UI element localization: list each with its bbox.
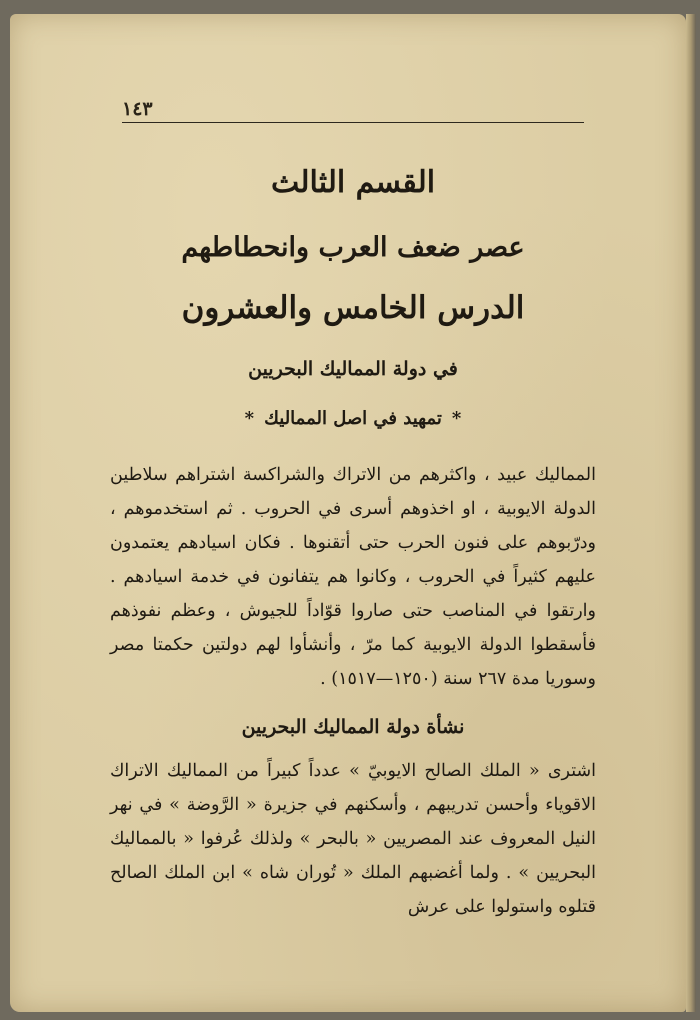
paragraph-rise: اشترى « الملك الصالح الايوبيّ » عدداً كبيراً من المماليك الاتراك الاقوياء وأحسن تدريبهم ، وأسكنهم في جزيرة « الرَّوضة » في نهر النيل المعروف عند المصريين « بالبحر » ولذلك عُرفوا « بالمماليك البحريين » . ولما أغضبهم الملك « تُوران شاه » ابن الملك الصالح قتلوه واستولوا على عرش — [110, 761, 596, 917]
intro-heading-text: تمهيد في اصل المماليك — [264, 408, 442, 429]
star-ornament: * — [451, 408, 462, 429]
era-title: عصر ضعف العرب وانحطاطهم — [181, 232, 525, 263]
page-edge — [686, 14, 696, 1012]
star-ornament: * — [244, 408, 255, 429]
lesson-title: الدرس الخامس والعشرون — [181, 290, 525, 326]
page-number: ١٤٣ — [122, 98, 153, 120]
header-rule — [122, 122, 584, 123]
lesson-subject: في دولة المماليك البحريين — [248, 358, 458, 380]
section-title: القسم الثالث — [270, 165, 436, 200]
paragraph-origins: المماليك عبيد ، واكثرهم من الاتراك والشراكسة اشتراهم سلاطين الدولة الايوبية ، او اخذوهم أسرى في الحروب . ثم استخدموهم ، ودرّبوهم على فنون الحرب حتى أتقنوها . فكان اسيادهم يعتمدون عليهم كثيراً في الحروب ، وكانوا هم يتفانون في خدمة اسيادهم . وارتقوا في المناصب حتى صاروا قوّاداً للجيوش ، وعظم نفوذهم فأسقطوا الدولة الايوبية كما مرّ ، وأنشأوا لهم دولتين حكمتا مصر وسوريا مدة ٢٦٧ سنة (١٢٥٠—١٥١٧) . — [110, 465, 596, 689]
page-content — [110, 160, 596, 924]
intro-heading — [110, 404, 596, 434]
subheading: نشأة دولة المماليك البحريين — [241, 716, 465, 738]
